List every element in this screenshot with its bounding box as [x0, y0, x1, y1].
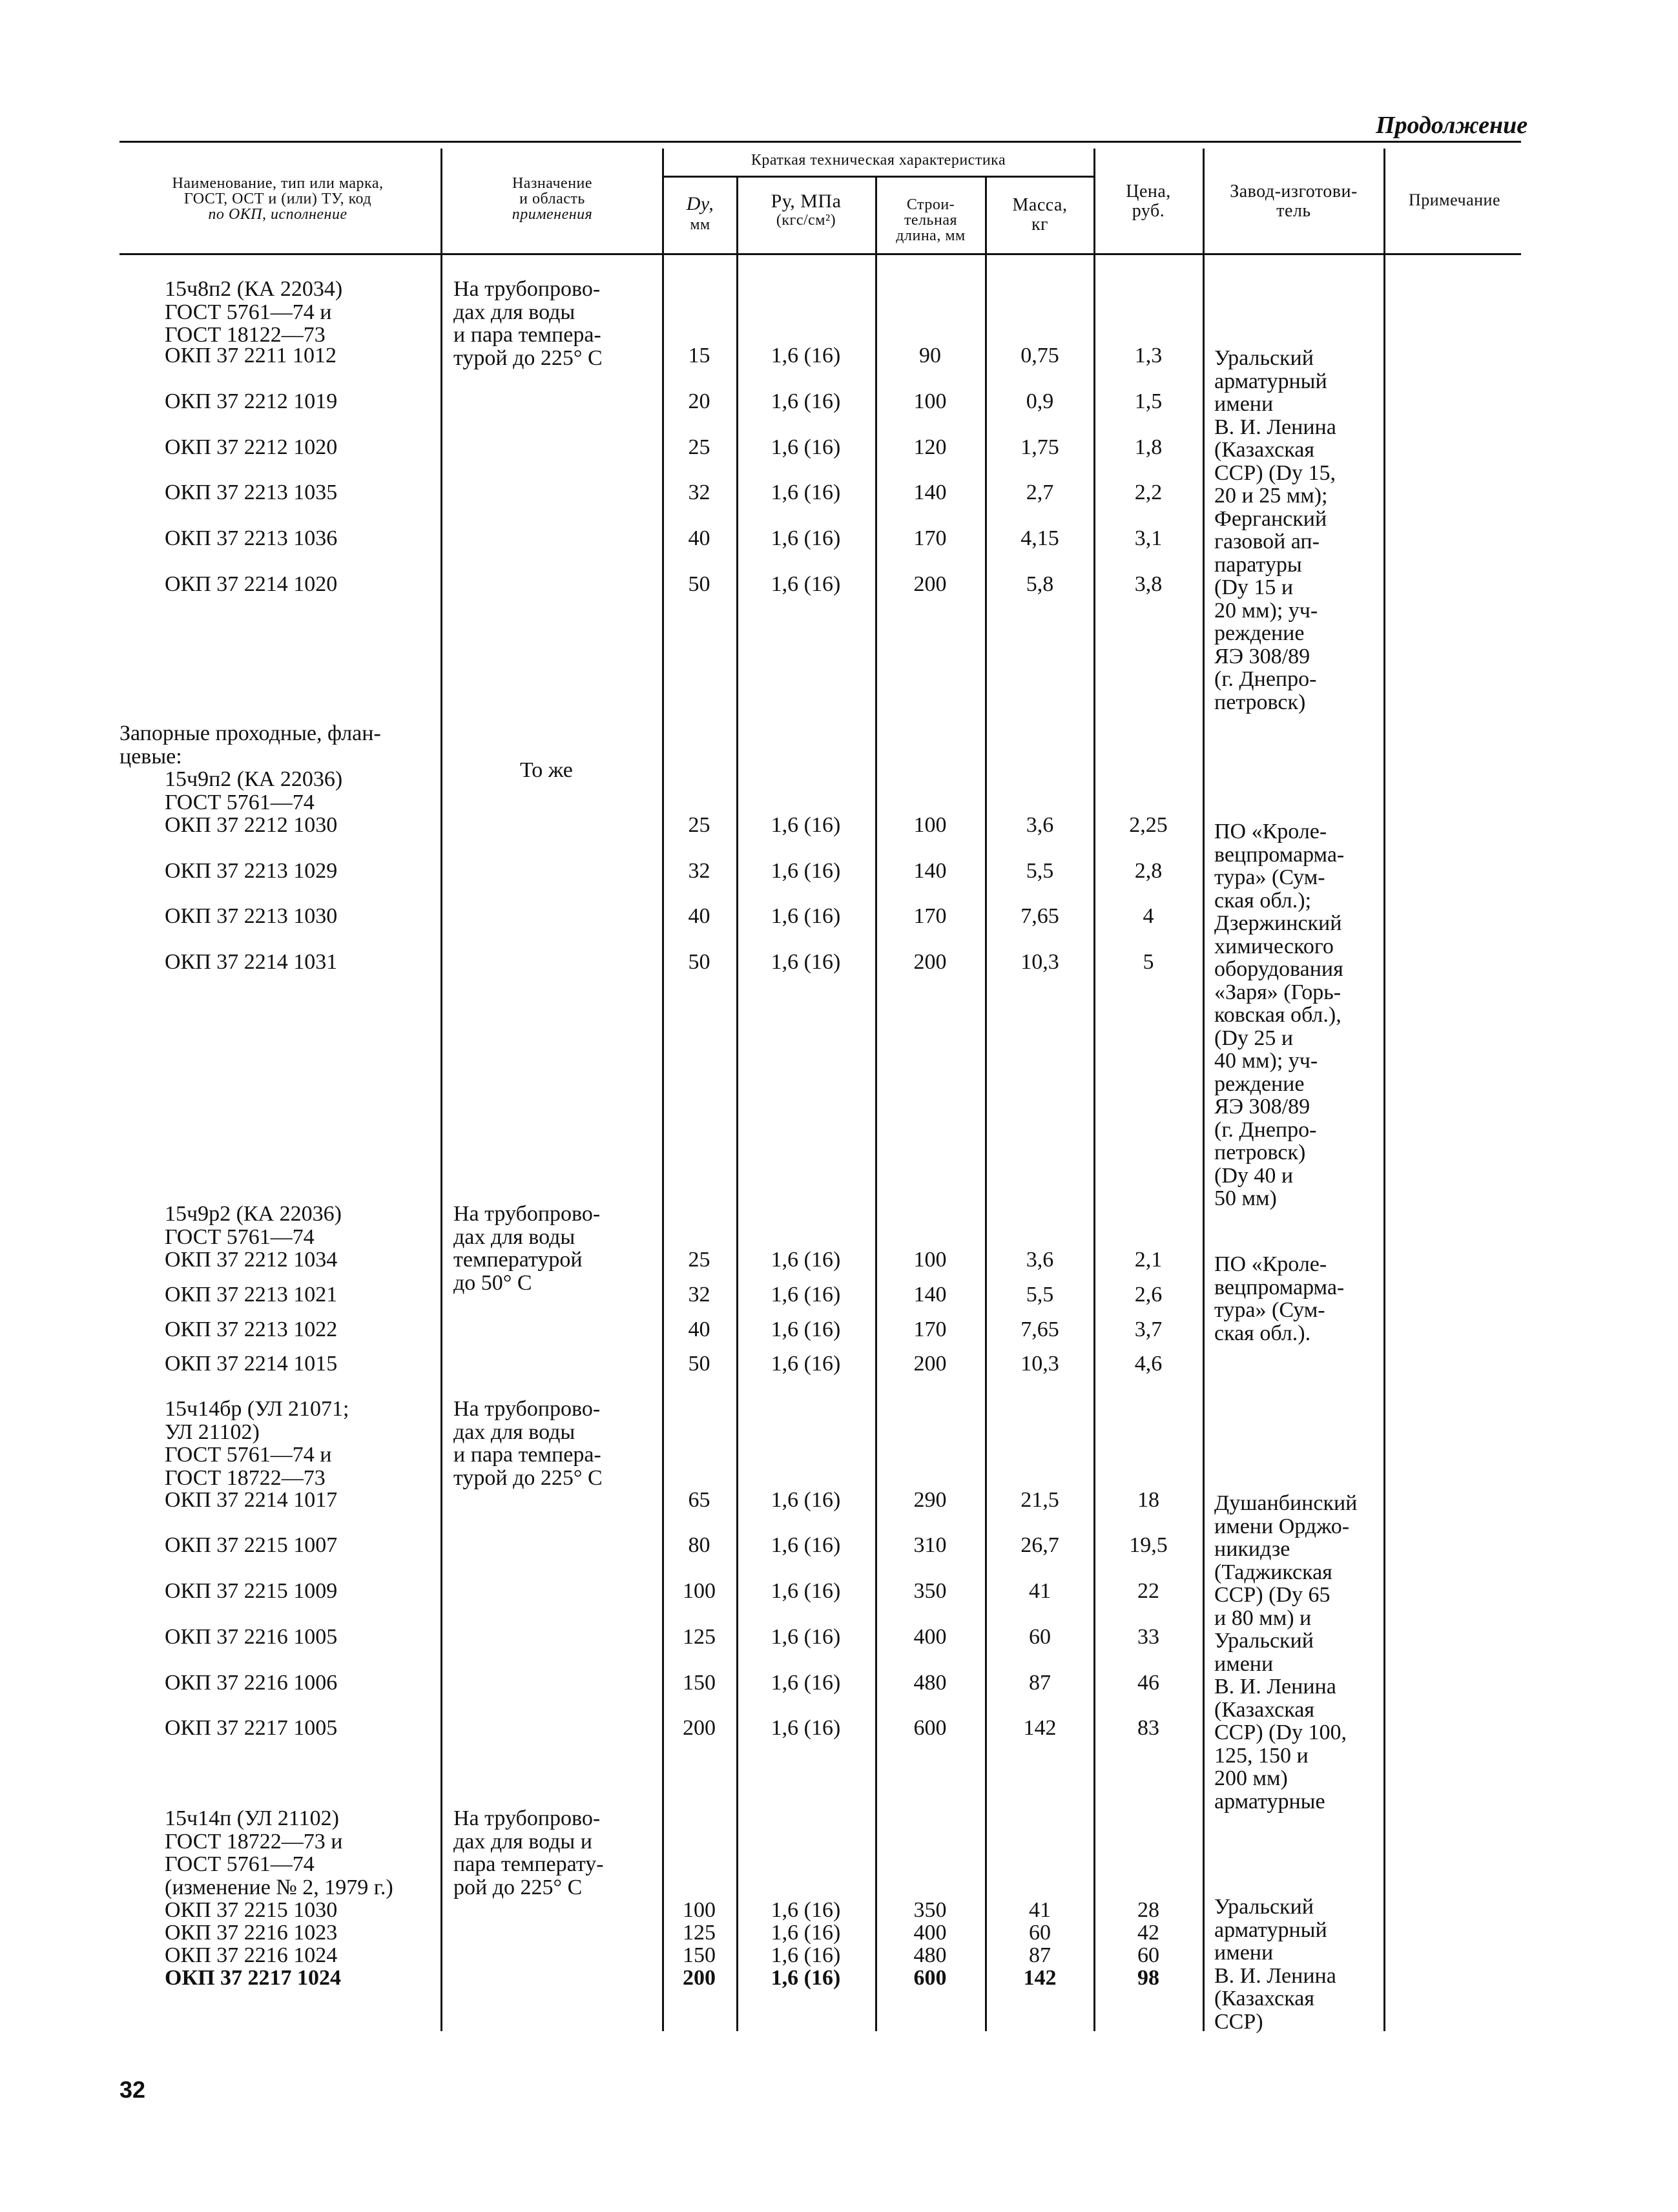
table-row	[0, 1534, 1678, 1560]
table-row	[0, 1283, 1678, 1309]
mass-cell: 3,6	[1026, 813, 1054, 837]
price-cell: 3,7	[1134, 1318, 1163, 1341]
price-cell: 98	[1137, 1966, 1159, 1990]
dy-cell: 150	[683, 1671, 716, 1695]
section-0-purpose: На трубопрово- дах для воды и пара темпера- турой до 225° С	[453, 277, 603, 370]
length-cell: 480	[913, 1943, 947, 1967]
dy-cell: 50	[688, 1352, 710, 1376]
code-cell: ОКП 37 2216 1005	[165, 1625, 338, 1649]
dy-cell: 25	[688, 813, 710, 837]
section-2-purpose: На трубопрово- дах для воды температурой до 50° С	[453, 1202, 601, 1295]
table-row	[0, 860, 1678, 885]
code-cell: ОКП 37 2215 1030	[165, 1898, 338, 1922]
dy-cell: 40	[688, 904, 710, 928]
table-row	[0, 527, 1678, 553]
py-cell: 1,6 (16)	[771, 1898, 841, 1922]
table-row	[0, 1967, 1678, 1990]
section-0-maker: Уральский арматурный имени В. И. Ленина (Казахская ССР) (Dу 15, 20 и 25 мм); Ферганский газовой ап- паратуры (Dу 15 и 20 мм); уч- реждение ЯЭ 308/89 (г. Днепро- петровск)	[1214, 346, 1336, 714]
py-cell: 1,6 (16)	[771, 1625, 841, 1649]
code-cell: ОКП 37 2215 1007	[165, 1533, 338, 1557]
mass-cell: 87	[1029, 1671, 1051, 1695]
code-cell: ОКП 37 2213 1030	[165, 904, 338, 928]
code-cell: ОКП 37 2217 1005	[165, 1716, 338, 1740]
mass-cell: 5,5	[1026, 859, 1054, 883]
dy-cell: 125	[683, 1921, 716, 1945]
price-cell: 28	[1137, 1898, 1159, 1922]
price-cell: 5	[1143, 950, 1154, 974]
code-cell: ОКП 37 2216 1024	[165, 1943, 338, 1967]
length-cell: 200	[913, 1352, 947, 1376]
dy-cell: 32	[688, 481, 710, 504]
dy-cell: 40	[688, 1318, 710, 1341]
price-cell: 4	[1143, 904, 1154, 928]
code-cell: ОКП 37 2212 1020	[165, 435, 338, 459]
mass-cell: 142	[1023, 1966, 1057, 1990]
length-cell: 140	[913, 1283, 947, 1307]
table-row	[0, 573, 1678, 599]
py-cell: 1,6 (16)	[771, 435, 841, 459]
table-row	[0, 1626, 1678, 1651]
section-1-group-title: Запорные проходные, флан- цевые:	[119, 721, 381, 769]
table-row	[0, 814, 1678, 840]
header-name: Наименование, тип или марка, ГОСТ, ОСТ и (или) ТУ, код по ОКП, исполнение	[172, 175, 384, 223]
dy-cell: 15	[688, 344, 710, 367]
code-cell: ОКП 37 2216 1023	[165, 1921, 338, 1945]
code-cell: ОКП 37 2214 1020	[165, 572, 338, 596]
mass-cell: 60	[1029, 1625, 1051, 1649]
section-1-maker: ПО «Кроле- вецпромарма- тура» (Сум- ская обл.); Дзержинский химического оборудования «Заря» (Горь- ковская обл.), (Dу 25 и 40 мм); уч- реждение ЯЭ 308/89 (г. Днепро- петровск) (Dу 40 и 50 мм)	[1214, 820, 1345, 1210]
length-cell: 400	[913, 1625, 947, 1649]
table-row	[0, 1248, 1678, 1274]
mass-cell: 0,75	[1020, 344, 1059, 367]
length-cell: 480	[913, 1671, 947, 1695]
code-cell: ОКП 37 2212 1034	[165, 1248, 338, 1272]
dy-cell: 32	[688, 859, 710, 883]
header-py: Pу, МПа (кгс/см²)	[771, 191, 842, 229]
section-3-purpose: На трубопрово- дах для воды и пара темпера- турой до 225° С	[453, 1397, 603, 1490]
col-divider-maker	[1203, 149, 1205, 2031]
table-row	[0, 1944, 1678, 1967]
mass-cell: 7,65	[1020, 904, 1059, 928]
price-cell: 22	[1137, 1579, 1159, 1603]
mass-cell: 26,7	[1020, 1533, 1059, 1557]
header-length: Строи- тельная длина, мм	[896, 196, 966, 244]
price-cell: 19,5	[1129, 1533, 1168, 1557]
section-1-purpose: То же	[520, 758, 573, 782]
header-maker: Завод-изготови- тель	[1230, 181, 1358, 221]
py-cell: 1,6 (16)	[771, 904, 841, 928]
mass-cell: 21,5	[1020, 1488, 1059, 1512]
py-cell: 1,6 (16)	[771, 1943, 841, 1967]
py-cell: 1,6 (16)	[771, 813, 841, 837]
price-cell: 60	[1137, 1943, 1159, 1967]
length-cell: 200	[913, 572, 947, 596]
header-purpose: Назначение и область применения	[512, 175, 593, 223]
mass-cell: 2,7	[1026, 481, 1054, 504]
py-cell: 1,6 (16)	[771, 1716, 841, 1740]
table-row	[0, 1580, 1678, 1606]
mass-cell: 1,75	[1020, 435, 1059, 459]
length-cell: 100	[913, 1248, 947, 1272]
mass-cell: 5,5	[1026, 1283, 1054, 1307]
code-cell: ОКП 37 2213 1022	[165, 1318, 338, 1341]
dy-cell: 50	[688, 950, 710, 974]
table-row	[0, 1921, 1678, 1945]
code-cell: ОКП 37 2214 1015	[165, 1352, 338, 1376]
length-cell: 100	[913, 813, 947, 837]
price-cell: 42	[1137, 1921, 1159, 1945]
mass-cell: 5,8	[1026, 572, 1054, 596]
mass-cell: 41	[1029, 1898, 1051, 1922]
section-2-maker: ПО «Кроле- вецпромарма- тура» (Сум- ская обл.).	[1214, 1252, 1345, 1345]
py-cell: 1,6 (16)	[771, 1488, 841, 1512]
header-bottom-rule	[119, 253, 1521, 255]
header-mass: Масса, кг	[1012, 195, 1068, 234]
code-cell: ОКП 37 2215 1009	[165, 1579, 338, 1603]
dy-cell: 200	[683, 1716, 716, 1740]
price-cell: 33	[1137, 1625, 1159, 1649]
mass-cell: 60	[1029, 1921, 1051, 1945]
length-cell: 170	[913, 904, 947, 928]
price-cell: 3,8	[1134, 572, 1163, 596]
code-cell: ОКП 37 2214 1017	[165, 1488, 338, 1512]
section-4-name: 15ч14п (УЛ 21102) ГОСТ 18722—73 и ГОСТ 5761—74 (изменение № 2, 1979 г.)	[165, 1806, 393, 1899]
tech-group-rule	[662, 176, 1095, 178]
price-cell: 46	[1137, 1671, 1159, 1695]
table-row	[0, 1671, 1678, 1697]
section-3-maker: Душанбинский имени Орджо- никидзе (Таджикская ССР) (Dу 65 и 80 мм) и Уральский имени В. И. Ленина (Казахская ССР) (Dу 100, 125, 150 и 200 мм) арматурные	[1214, 1491, 1358, 1814]
table-row	[0, 1899, 1678, 1922]
length-cell: 140	[913, 859, 947, 883]
length-cell: 140	[913, 481, 947, 504]
py-cell: 1,6 (16)	[771, 1533, 841, 1557]
py-cell: 1,6 (16)	[771, 1579, 841, 1603]
table-top-rule	[119, 141, 1521, 143]
section-4-purpose: На трубопрово- дах для воды и пара температу- рой до 225° С	[453, 1806, 604, 1899]
table-row	[0, 481, 1678, 507]
py-cell: 1,6 (16)	[771, 1966, 841, 1990]
code-cell: ОКП 37 2214 1031	[165, 950, 338, 974]
dy-cell: 25	[688, 435, 710, 459]
table-row	[0, 1352, 1678, 1378]
dy-cell: 65	[688, 1488, 710, 1512]
header-note: Примечание	[1408, 191, 1501, 209]
mass-cell: 142	[1023, 1716, 1057, 1740]
length-cell: 350	[913, 1898, 947, 1922]
price-cell: 2,8	[1134, 859, 1163, 883]
col-divider-price	[1093, 149, 1095, 2031]
dy-cell: 125	[683, 1625, 716, 1649]
continuation-label: Продолжение	[1376, 112, 1528, 139]
code-cell: ОКП 37 2213 1029	[165, 859, 338, 883]
table-row	[0, 951, 1678, 977]
table-row	[0, 1717, 1678, 1742]
length-cell: 310	[913, 1533, 947, 1557]
price-cell: 1,3	[1134, 344, 1163, 367]
table-row	[0, 344, 1678, 370]
length-cell: 170	[913, 526, 947, 550]
col-divider-dy	[662, 149, 664, 2031]
length-cell: 90	[919, 344, 941, 367]
price-cell: 18	[1137, 1488, 1159, 1512]
code-cell: ОКП 37 2213 1036	[165, 526, 338, 550]
code-cell: ОКП 37 2213 1021	[165, 1283, 338, 1307]
mass-cell: 7,65	[1020, 1318, 1059, 1341]
col-divider-purpose	[440, 149, 442, 2031]
mass-cell: 0,9	[1026, 389, 1054, 413]
length-cell: 290	[913, 1488, 947, 1512]
mass-cell: 10,3	[1020, 1352, 1059, 1376]
py-cell: 1,6 (16)	[771, 572, 841, 596]
mass-cell: 87	[1029, 1943, 1051, 1967]
py-cell: 1,6 (16)	[771, 1921, 841, 1945]
dy-cell: 50	[688, 572, 710, 596]
code-cell: ОКП 37 2212 1019	[165, 389, 338, 413]
length-cell: 600	[913, 1716, 947, 1740]
section-1-name: 15ч9п2 (КА 22036) ГОСТ 5761—74	[165, 767, 343, 814]
code-cell: ОКП 37 2211 1012	[165, 344, 337, 367]
dy-cell: 100	[683, 1579, 716, 1603]
table-row	[0, 905, 1678, 931]
py-cell: 1,6 (16)	[771, 1283, 841, 1307]
mass-cell: 41	[1029, 1579, 1051, 1603]
dy-cell: 150	[683, 1943, 716, 1967]
section-4-maker: Уральский арматурный имени В. И. Ленина (Казахская ССР)	[1214, 1895, 1336, 2034]
section-2-name: 15ч9р2 (КА 22036) ГОСТ 5761—74	[165, 1202, 342, 1249]
py-cell: 1,6 (16)	[771, 950, 841, 974]
mass-cell: 3,6	[1026, 1248, 1054, 1272]
table-row	[0, 1489, 1678, 1514]
code-cell: ОКП 37 2217 1024	[165, 1966, 342, 1990]
code-cell: ОКП 37 2213 1035	[165, 481, 338, 504]
table-row	[0, 390, 1678, 416]
header-price: Цена, руб.	[1126, 181, 1171, 221]
py-cell: 1,6 (16)	[771, 1318, 841, 1341]
length-cell: 400	[913, 1921, 947, 1945]
length-cell: 600	[913, 1966, 947, 1990]
price-cell: 4,6	[1134, 1352, 1163, 1376]
mass-cell: 4,15	[1020, 526, 1059, 550]
col-divider-note	[1383, 149, 1385, 2031]
page-number: 32	[119, 2076, 146, 2103]
py-cell: 1,6 (16)	[771, 481, 841, 504]
dy-cell: 100	[683, 1898, 716, 1922]
dy-cell: 25	[688, 1248, 710, 1272]
price-cell: 2,25	[1129, 813, 1168, 837]
py-cell: 1,6 (16)	[771, 1671, 841, 1695]
length-cell: 350	[913, 1579, 947, 1603]
price-cell: 2,2	[1134, 481, 1163, 504]
dy-cell: 200	[683, 1966, 716, 1990]
mass-cell: 10,3	[1020, 950, 1059, 974]
dy-cell: 40	[688, 526, 710, 550]
table-row	[0, 1318, 1678, 1344]
py-cell: 1,6 (16)	[771, 1248, 841, 1272]
code-cell: ОКП 37 2212 1030	[165, 813, 338, 837]
py-cell: 1,6 (16)	[771, 389, 841, 413]
price-cell: 3,1	[1134, 526, 1163, 550]
price-cell: 2,1	[1134, 1248, 1163, 1272]
length-cell: 100	[913, 389, 947, 413]
length-cell: 170	[913, 1318, 947, 1341]
price-cell: 1,5	[1134, 389, 1163, 413]
dy-cell: 32	[688, 1283, 710, 1307]
length-cell: 120	[913, 435, 947, 459]
code-cell: ОКП 37 2216 1006	[165, 1671, 338, 1695]
py-cell: 1,6 (16)	[771, 344, 841, 367]
dy-cell: 20	[688, 389, 710, 413]
py-cell: 1,6 (16)	[771, 526, 841, 550]
price-cell: 83	[1137, 1716, 1159, 1740]
price-cell: 2,6	[1134, 1283, 1163, 1307]
py-cell: 1,6 (16)	[771, 859, 841, 883]
header-tech-group: Краткая техническая характеристика	[751, 152, 1006, 169]
table-row	[0, 436, 1678, 462]
section-0-name: 15ч8п2 (КА 22034) ГОСТ 5761—74 и ГОСТ 18122—73	[165, 277, 343, 347]
length-cell: 200	[913, 950, 947, 974]
price-cell: 1,8	[1134, 435, 1163, 459]
dy-cell: 80	[688, 1533, 710, 1557]
header-dy: Dу, мм	[686, 193, 714, 233]
py-cell: 1,6 (16)	[771, 1352, 841, 1376]
section-3-name: 15ч14бр (УЛ 21071; УЛ 21102) ГОСТ 5761—74 и ГОСТ 18722—73	[165, 1397, 349, 1490]
